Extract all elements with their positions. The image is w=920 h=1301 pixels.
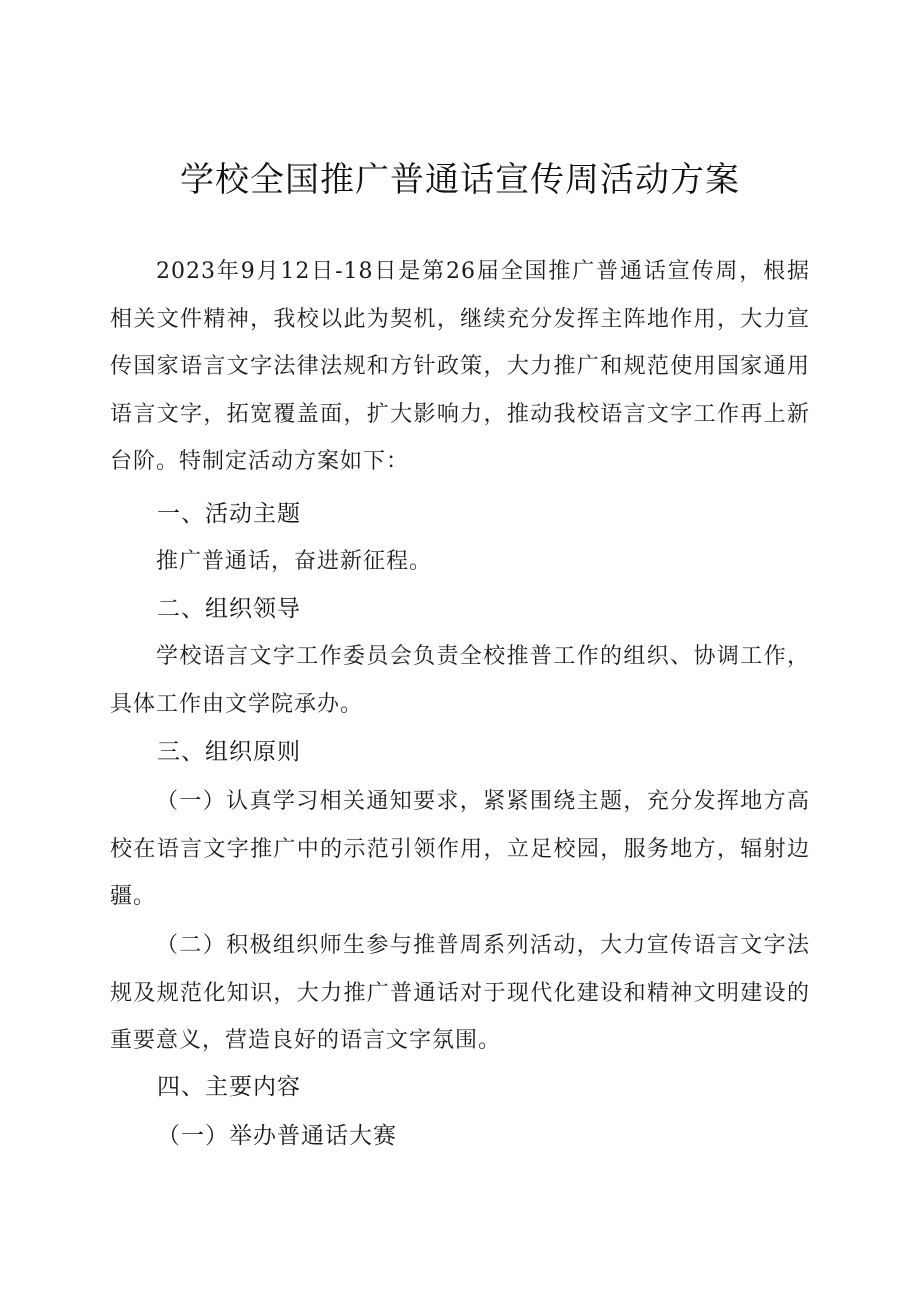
section-heading-principles: 三、组织原则 (157, 739, 301, 765)
section-heading-theme: 一、活动主题 (157, 501, 301, 527)
section-heading-leadership: 二、组织领导 (157, 596, 301, 622)
content-subheading-1: （一）举办普通话大赛 (157, 1123, 397, 1149)
intro-paragraph: 2023年9月12日-18日是第26届全国推广普通话宣传周，根据相关文件精神，我校以此为契机，继续充分发挥主阵地作用，大力宣传国家语言文字法律法规和方针政策，大力推广和规范使用国家通用语言文字，拓宽覆盖面，扩大影响力，推动我校语言文字工作再上新台阶。特制定活动方案如下： (110, 259, 810, 474)
principle-item-2: （二）积极组织师生参与推普周系列活动，大力宣传语言文字法规及规范化知识，大力推广普通话对于现代化建设和精神文明建设的重要意义，营造良好的语言文字氛围。 (110, 933, 810, 1053)
theme-paragraph: 推广普通话，奋进新征程。 (156, 549, 433, 574)
leadership-paragraph: 学校语言文字工作委员会负责全校推普工作的组织、协调工作，具体工作由文学院承办。 (110, 644, 810, 717)
principle-item-1: （一）认真学习相关通知要求，紧紧围绕主题，充分发挥地方高校在语言文字推广中的示范引领作用，立足校园，服务地方，辐射边疆。 (110, 789, 810, 909)
document-title: 学校全国推广普通话宣传周活动方案 (180, 160, 740, 200)
section-heading-content: 四、主要内容 (157, 1074, 301, 1100)
